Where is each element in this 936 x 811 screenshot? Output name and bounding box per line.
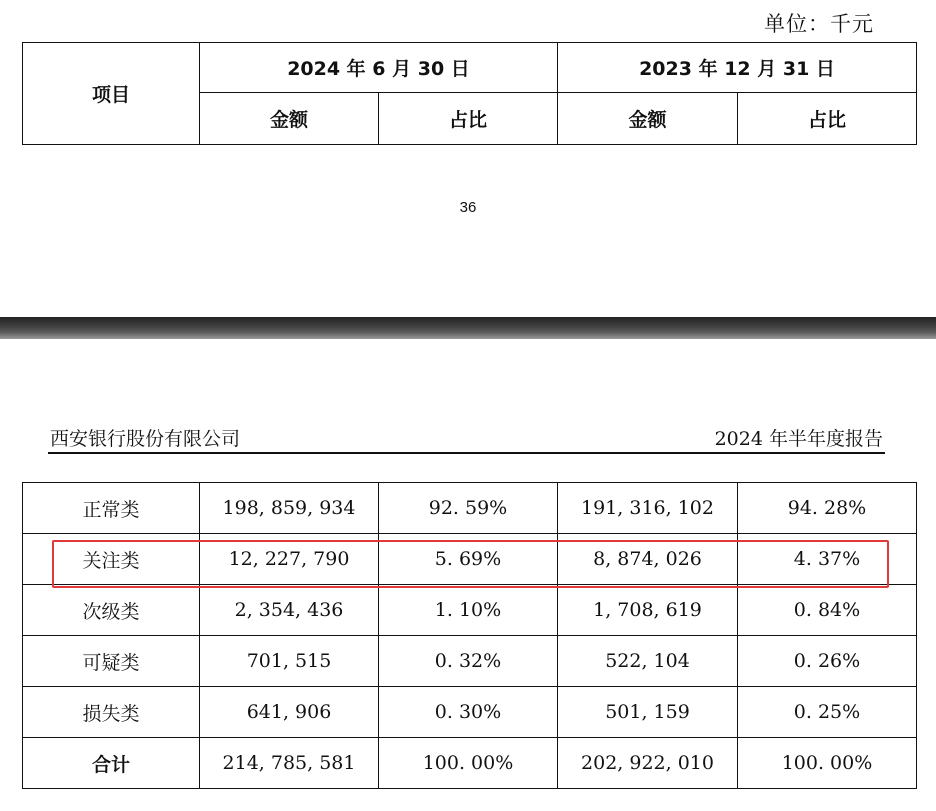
header-amount-2023: 金额 (558, 93, 738, 145)
ratio-2024: 92. 59% (379, 483, 558, 534)
amount-2023: 191, 316, 102 (558, 483, 738, 534)
ratio-2024: 0. 32% (379, 636, 558, 687)
ratio-2023: 0. 84% (738, 585, 917, 636)
ratio-2023: 4. 37% (738, 534, 917, 585)
ratio-2024: 0. 30% (379, 687, 558, 738)
amount-2024: 214, 785, 581 (200, 738, 379, 789)
header-item-column: 项目 (23, 43, 200, 145)
row-item: 关注类 (23, 534, 200, 585)
loan-classification-table (22, 482, 917, 789)
table-row (23, 687, 917, 738)
ratio-2023: 0. 25% (738, 687, 917, 738)
table-row (23, 534, 917, 585)
header-ratio-2024: 占比 (379, 93, 558, 145)
amount-2023: 501, 159 (558, 687, 738, 738)
ratio-2023: 94. 28% (738, 483, 917, 534)
row-item: 正常类 (23, 483, 200, 534)
row-item: 合计 (23, 738, 200, 789)
amount-2023: 522, 104 (558, 636, 738, 687)
table-row (23, 483, 917, 534)
header-period-2024: 2024 年 6 月 30 日 (200, 43, 558, 93)
amount-2023: 202, 922, 010 (558, 738, 738, 789)
amount-2023: 1, 708, 619 (558, 585, 738, 636)
header-ratio-2023: 占比 (738, 93, 917, 145)
row-item: 可疑类 (23, 636, 200, 687)
row-item: 损失类 (23, 687, 200, 738)
page-break-divider (0, 317, 936, 339)
ratio-2023: 100. 00% (738, 738, 917, 789)
total-row (23, 738, 917, 789)
ratio-2024: 1. 10% (379, 585, 558, 636)
row-item: 次级类 (23, 585, 200, 636)
ratio-2023: 0. 26% (738, 636, 917, 687)
report-title: 2024 年半年度报告 (714, 428, 883, 450)
header-period-2023: 2023 年 12 月 31 日 (558, 43, 917, 93)
table-row (23, 585, 917, 636)
amount-2024: 198, 859, 934 (200, 483, 379, 534)
amount-2024: 12, 227, 790 (200, 534, 379, 585)
amount-2024: 2, 354, 436 (200, 585, 379, 636)
running-header (48, 424, 885, 454)
table-header (22, 42, 917, 145)
page-number: 36 (459, 199, 477, 216)
table-row (23, 636, 917, 687)
amount-2024: 701, 515 (200, 636, 379, 687)
unit-label: 单位：千元 (764, 12, 874, 36)
amount-2023: 8, 874, 026 (558, 534, 738, 585)
header-amount-2024: 金额 (200, 93, 379, 145)
company-name: 西安银行股份有限公司 (50, 428, 241, 450)
amount-2024: 641, 906 (200, 687, 379, 738)
ratio-2024: 5. 69% (379, 534, 558, 585)
ratio-2024: 100. 00% (379, 738, 558, 789)
